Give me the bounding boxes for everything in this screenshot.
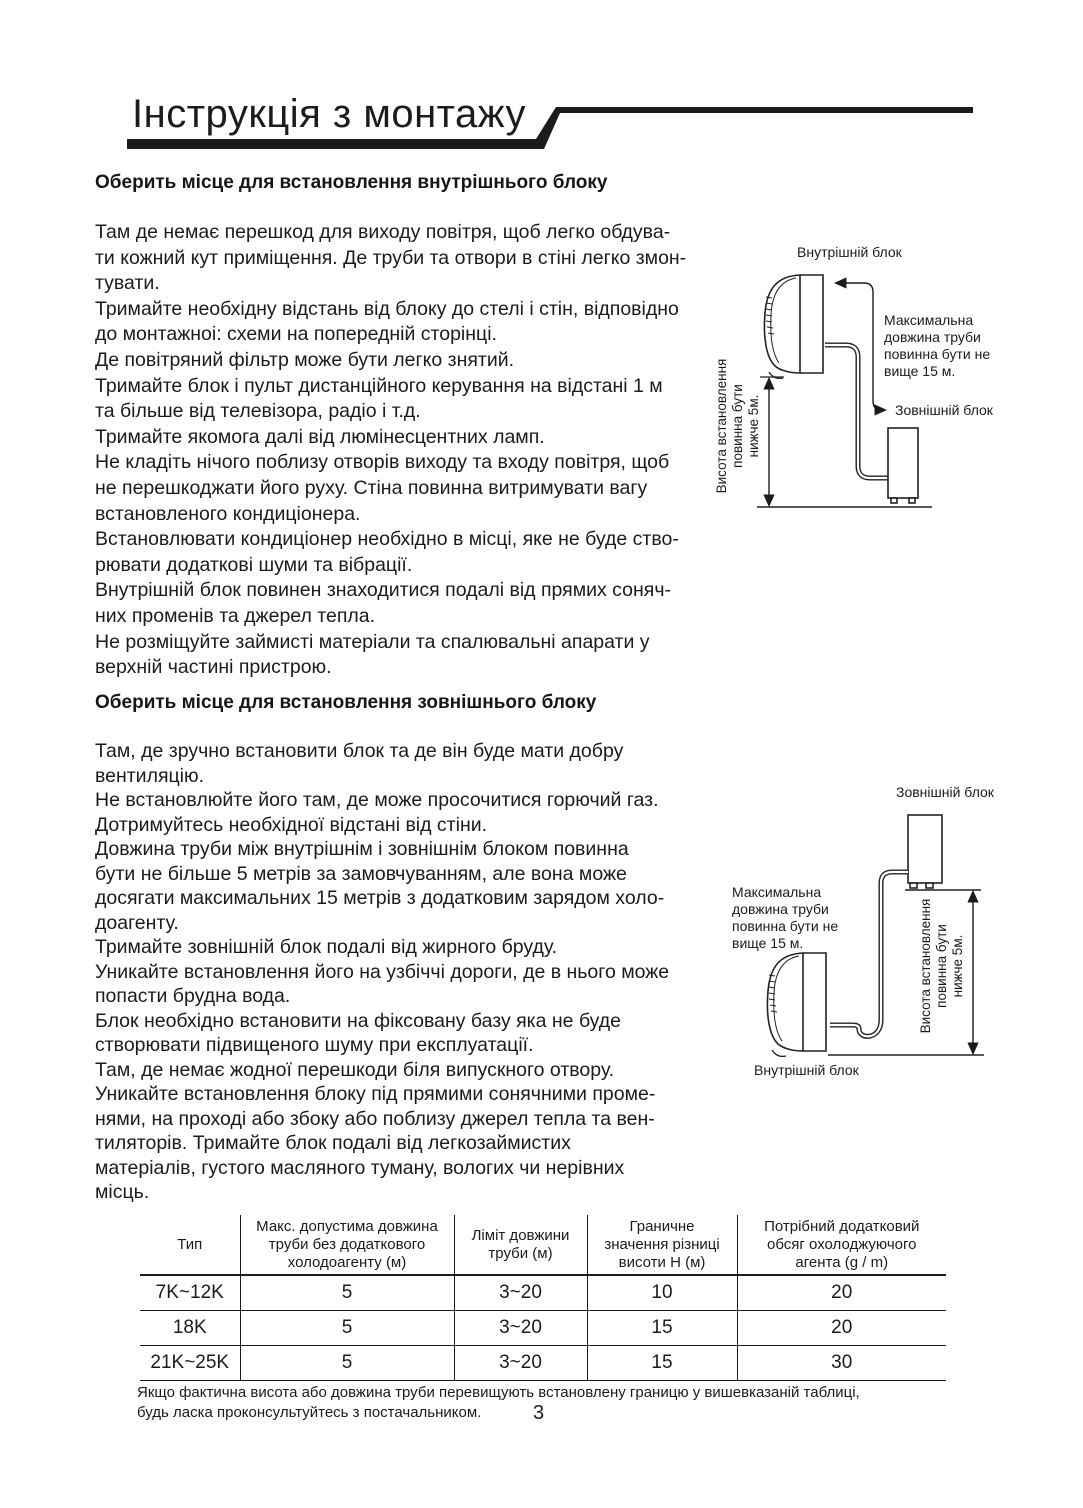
text-line: Якщо фактична висота або довжина труби перевищують встановлену границю у вишевказаній таблиці,: [137, 1384, 860, 1401]
page-number: 3: [533, 1402, 545, 1424]
indoor-unit-drawing: [764, 275, 823, 378]
section-body-indoor: [95, 220, 735, 681]
text-line: створювати підвищеного шуму при експлуатації.: [95, 1034, 534, 1056]
text-line: нижче 5м.: [746, 394, 761, 458]
text-line: Там, де немає жодної перешкоди біля випускного отвору.: [95, 1058, 615, 1081]
text-line: Де повітряний фільтр може бути легко знятий.: [95, 348, 515, 371]
table-cell: 3~20: [454, 1275, 587, 1311]
text-line: Висота встановлення: [918, 898, 933, 1034]
indoor-unit-drawing: [767, 953, 826, 1056]
text-line: ти кожний кут приміщення. Де труби та отвори в стіні легко змон-: [95, 246, 687, 269]
text-line: Максимальна: [732, 884, 822, 900]
diagram-indoor-unit-placement: [700, 238, 1083, 530]
outdoor-unit-drawing: [888, 428, 918, 503]
table-cell: 3~20: [454, 1346, 587, 1381]
text-line: Тримайте зовнішній блок подалі від жирного бруду.: [95, 936, 558, 958]
section-body-outdoor: [95, 739, 735, 1205]
installation-height-note: [714, 346, 762, 506]
text-line: довжина труби: [732, 901, 829, 917]
spec-table: [140, 1215, 946, 1381]
text-line: Довжина труби між внутрішнім і зовнішнім блоком повинна: [95, 838, 629, 860]
spec-table-body: [140, 1275, 946, 1381]
text-line: місць.: [95, 1181, 150, 1203]
outdoor-unit-drawing: [908, 815, 942, 888]
text-line: до монтажноі: схеми на попередній сторінці.: [95, 323, 497, 346]
text-line: вище 15 м.: [732, 935, 804, 951]
text-line: матеріалів, густого масляного туману, вологих чи нерівних: [95, 1156, 625, 1179]
table-cell: 10: [587, 1275, 737, 1311]
spec-table-header-cell: Потрібний додатковий обсяг охолоджуючого агента (g / m): [737, 1215, 946, 1275]
text-line: нями, на проході або збоку або поблизу джерел тепла та вен-: [95, 1107, 655, 1130]
spec-table-header-cell: Тип: [140, 1215, 240, 1275]
text-line: Там, де зручно встановити блок та де він буде мати добру: [95, 740, 624, 762]
text-line: та більше від телевізора, радіо і т.д.: [95, 400, 421, 423]
text-line: повинна бути не: [884, 346, 991, 362]
text-line: будь ласка проконсультуйтесь з постачальником.: [137, 1404, 482, 1421]
text-line: вище 15 м.: [884, 363, 956, 379]
pipe-line: [825, 345, 888, 478]
text-line: Максимальна: [884, 312, 974, 328]
text-line: повинна бути: [730, 384, 745, 468]
text-line: доагенту.: [95, 911, 179, 934]
air-outlet-flick: [772, 1050, 786, 1056]
outdoor-unit-label: Зовнішній блок: [896, 784, 994, 800]
text-line: встановленого кондиціонера.: [95, 502, 361, 525]
text-line: досягати максимальних 15 метрів з додатковим зарядом холо-: [95, 887, 665, 909]
text-line: Тримайте якомога далі від люмінесцентних ламп.: [95, 425, 545, 448]
text-line: попасти брудна вода.: [95, 985, 291, 1007]
table-cell: 15: [587, 1311, 737, 1346]
max-pipe-length-note: [884, 312, 990, 380]
table-cell: 3~20: [454, 1311, 587, 1346]
text-line: верхній частині пристрою.: [95, 656, 332, 679]
text-line: бути не більше 5 метрів за замовчуванням, але вона може: [95, 862, 627, 885]
text-line: не перешкоджати його руху. Стіна повинна витримувати вагу: [95, 476, 648, 499]
text-line: нижче 5м.: [950, 934, 965, 998]
table-cell: 21K~25K: [140, 1346, 240, 1381]
text-line: рювати додаткові шуми та вібрації.: [95, 553, 413, 576]
text-line: Тримайте блок і пульт дистанційного керування на відстані 1 м: [95, 374, 663, 397]
text-line: тиляторів. Тримайте блок подалі від легкозаймистих: [95, 1132, 571, 1154]
text-line: Внутрішній блок повинен знаходитися подалі від прямих соняч-: [95, 579, 671, 602]
text-line: Не розміщуйте займисті матеріали та спалювальні апарати у: [95, 630, 650, 653]
table-cell: 5: [240, 1275, 454, 1311]
text-line: Висота встановлення: [714, 358, 729, 494]
indoor-unit-label: Внутрішній блок: [797, 244, 902, 260]
table-cell: 20: [737, 1311, 946, 1346]
text-line: Не встановлюйте його там, де може просочитися горючий газ.: [95, 789, 659, 811]
text-line: довжина труби: [884, 329, 981, 345]
text-line: Встановлювати кондиціонер необхідно в місці, яке не буде ство-: [95, 528, 679, 551]
text-line: Там де немає перешкод для виходу повітря, щоб легко обдува-: [95, 221, 671, 243]
footnote: [137, 1383, 997, 1423]
table-cell: 20: [737, 1275, 946, 1311]
text-line: Дотримуйтесь необхідної відстані від стіни.: [95, 813, 488, 836]
header-rule-decoration: [0, 88, 1083, 168]
table-row: [140, 1275, 946, 1311]
table-row: [140, 1346, 946, 1381]
text-line: них променів та джерел тепла.: [95, 604, 376, 627]
table-row: [140, 1311, 946, 1346]
section-heading-indoor: Оберить місце для встановлення внутрішнього блоку: [95, 172, 608, 193]
text-line: Уникайте встановлення блоку під прямими сонячними проме-: [95, 1083, 656, 1105]
table-cell: 5: [240, 1346, 454, 1381]
header-rule-shape: [127, 107, 973, 149]
table-cell: 5: [240, 1311, 454, 1346]
text-line: вентиляцію.: [95, 764, 205, 787]
section-heading-outdoor: Оберить місце для встановлення зовнішнього блоку: [95, 692, 597, 713]
max-pipe-length-note: [732, 884, 838, 952]
pipe-line: [830, 872, 908, 1036]
text-line: Тримайте необхідну відстань від блоку до стелі і стін, відповідно: [95, 297, 679, 320]
spec-table-header-cell: Граничне значення різниці висоти Н (м): [587, 1215, 737, 1275]
installation-height-note: [918, 890, 966, 1042]
table-cell: 30: [737, 1346, 946, 1381]
text-line: Блок необхідно встановити на фіксовану базу яка не буде: [95, 1009, 622, 1032]
text-line: Уникайте встановлення його на узбіччі дороги, де в нього може: [95, 960, 670, 983]
text-line: Не кладіть нічого поблизу отворів виходу та входу повітря, щоб: [95, 451, 670, 474]
spec-table-header-cell: Макс. допустима довжина труби без додаткового холодоагенту (м): [240, 1215, 454, 1275]
table-cell: 7K~12K: [140, 1275, 240, 1311]
text-line: тувати.: [95, 272, 160, 295]
outdoor-unit-label: Зовнішній блок: [895, 402, 993, 418]
table-cell: 18K: [140, 1311, 240, 1346]
page-title: Інструкція з монтажу: [132, 92, 527, 136]
spec-table-header-cell: Ліміт довжини труби (м): [454, 1215, 587, 1275]
diagram-outdoor-unit-placement: [700, 780, 1083, 1092]
spec-table-header-row: [140, 1215, 946, 1275]
table-cell: 15: [587, 1346, 737, 1381]
text-line: повинна бути не: [732, 918, 839, 934]
text-line: повинна бути: [934, 924, 949, 1008]
indoor-unit-label: Внутрішній блок: [754, 1062, 859, 1078]
